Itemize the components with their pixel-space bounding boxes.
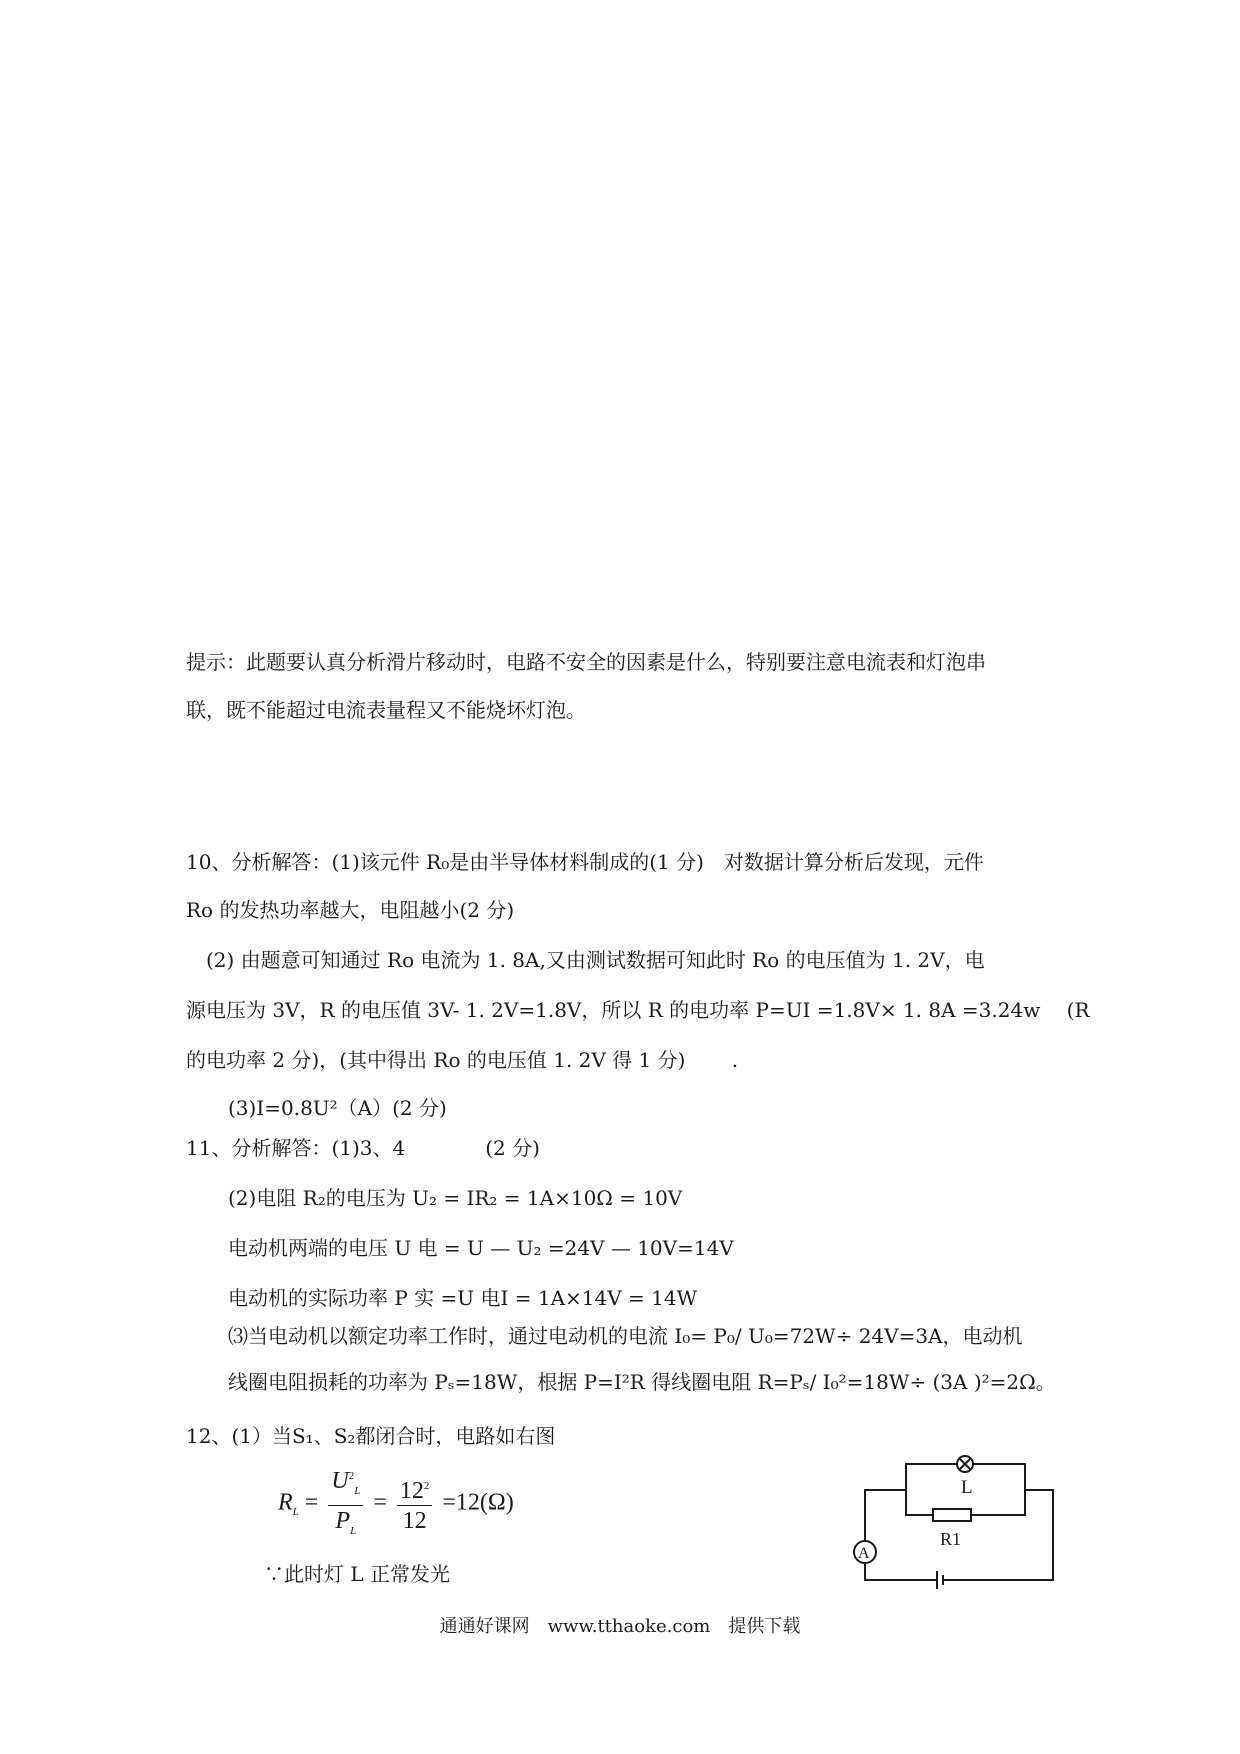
formula-num2-sup: 2 [423, 1479, 430, 1492]
fraction-u-over-p [328, 1462, 363, 1546]
q10-line-2: Ro 的发热功率越大，电阻越小(2 分) [186, 898, 515, 922]
formula-den: P [335, 1507, 351, 1534]
q12-line-1: 12、(1）当S₁、S₂都闭合时，电路如右图 [186, 1424, 556, 1448]
hint-line-2: 联，既不能超过电流表量程又不能烧坏灯泡。 [186, 698, 586, 722]
formula-result: 12(Ω) [455, 1489, 514, 1516]
formula-lhs-sub: L [292, 1506, 299, 1519]
formula-num2: 12 [399, 1477, 424, 1504]
resistor-label: R1 [940, 1529, 962, 1549]
formula-den-sub: L [350, 1524, 357, 1537]
formula-num-sup: 2 [348, 1470, 355, 1482]
formula-num: U [331, 1468, 349, 1494]
circuit-diagram [845, 1452, 1065, 1592]
fraction-numeric [397, 1472, 433, 1536]
ammeter-label: A [858, 1545, 870, 1562]
lamp-label: L [961, 1477, 973, 1498]
page-footer: 通通好课网 www.tthaoke.com 提供下载 [439, 1616, 801, 1637]
hint-line-1: 提示：此题要认真分析滑片移动时，电路不安全的因素是什么，特别要注意电流表和灯泡串 [186, 650, 986, 674]
q11-line-5: ⑶当电动机以额定功率工作时，通过电动机的电流 I₀= P₀/ U₀=72W÷ 24V=3A，电动机 [228, 1324, 1023, 1348]
q12-line-2: ∵此时灯 L 正常发光 [264, 1562, 450, 1586]
q10-line-5: 的电功率 2 分)，(其中得出 Ro 的电压值 1. 2V 得 1 分) . [186, 1048, 739, 1072]
q10-line-4: 源电压为 3V，R 的电压值 3V- 1. 2V=1.8V，所以 R 的电功率 P=UI =1.8V× 1. 8A =3.24w (R [186, 998, 1090, 1022]
formula-lhs: R [278, 1489, 293, 1516]
resistance-formula: $R_L$ = $\frac{U^2_L}{P_L}$ = $\frac{12^2}{12}$ =12(Ω) [278, 1462, 514, 1546]
q11-line-2: (2)电阻 R₂的电压为 U₂ = IR₂ = 1A×10Ω = 10V [228, 1186, 683, 1210]
q10-line-3: (2) 由题意可知通过 Ro 电流为 1. 8A,又由测试数据可知此时 Ro 的电压值为 1. 2V，电 [186, 948, 985, 972]
q11-line-6: 线圈电阻损耗的功率为 Pₛ=18W，根据 P=I²R 得线圈电阻 R=Pₛ/ I₀²=18W÷ (3A )²=2Ω。 [228, 1370, 1056, 1394]
q11-line-1: 11、分析解答：(1)3、4 (2 分) [186, 1136, 540, 1160]
formula-den2: 12 [402, 1507, 427, 1534]
q10-line-6: (3)I=0.8U²（A）(2 分) [228, 1096, 447, 1120]
q10-line-1: 10、分析解答：(1)该元件 R₀是由半导体材料制成的(1 分) 对数据计算分析后发现，元件 [186, 850, 984, 874]
q11-line-3: 电动机两端的电压 U 电 = U — U₂ =24V — 10V=14V [228, 1236, 734, 1260]
q11-line-4: 电动机的实际功率 P 实 =U 电I = 1A×14V = 14W [228, 1286, 698, 1310]
formula-num-sub: L [354, 1484, 361, 1497]
